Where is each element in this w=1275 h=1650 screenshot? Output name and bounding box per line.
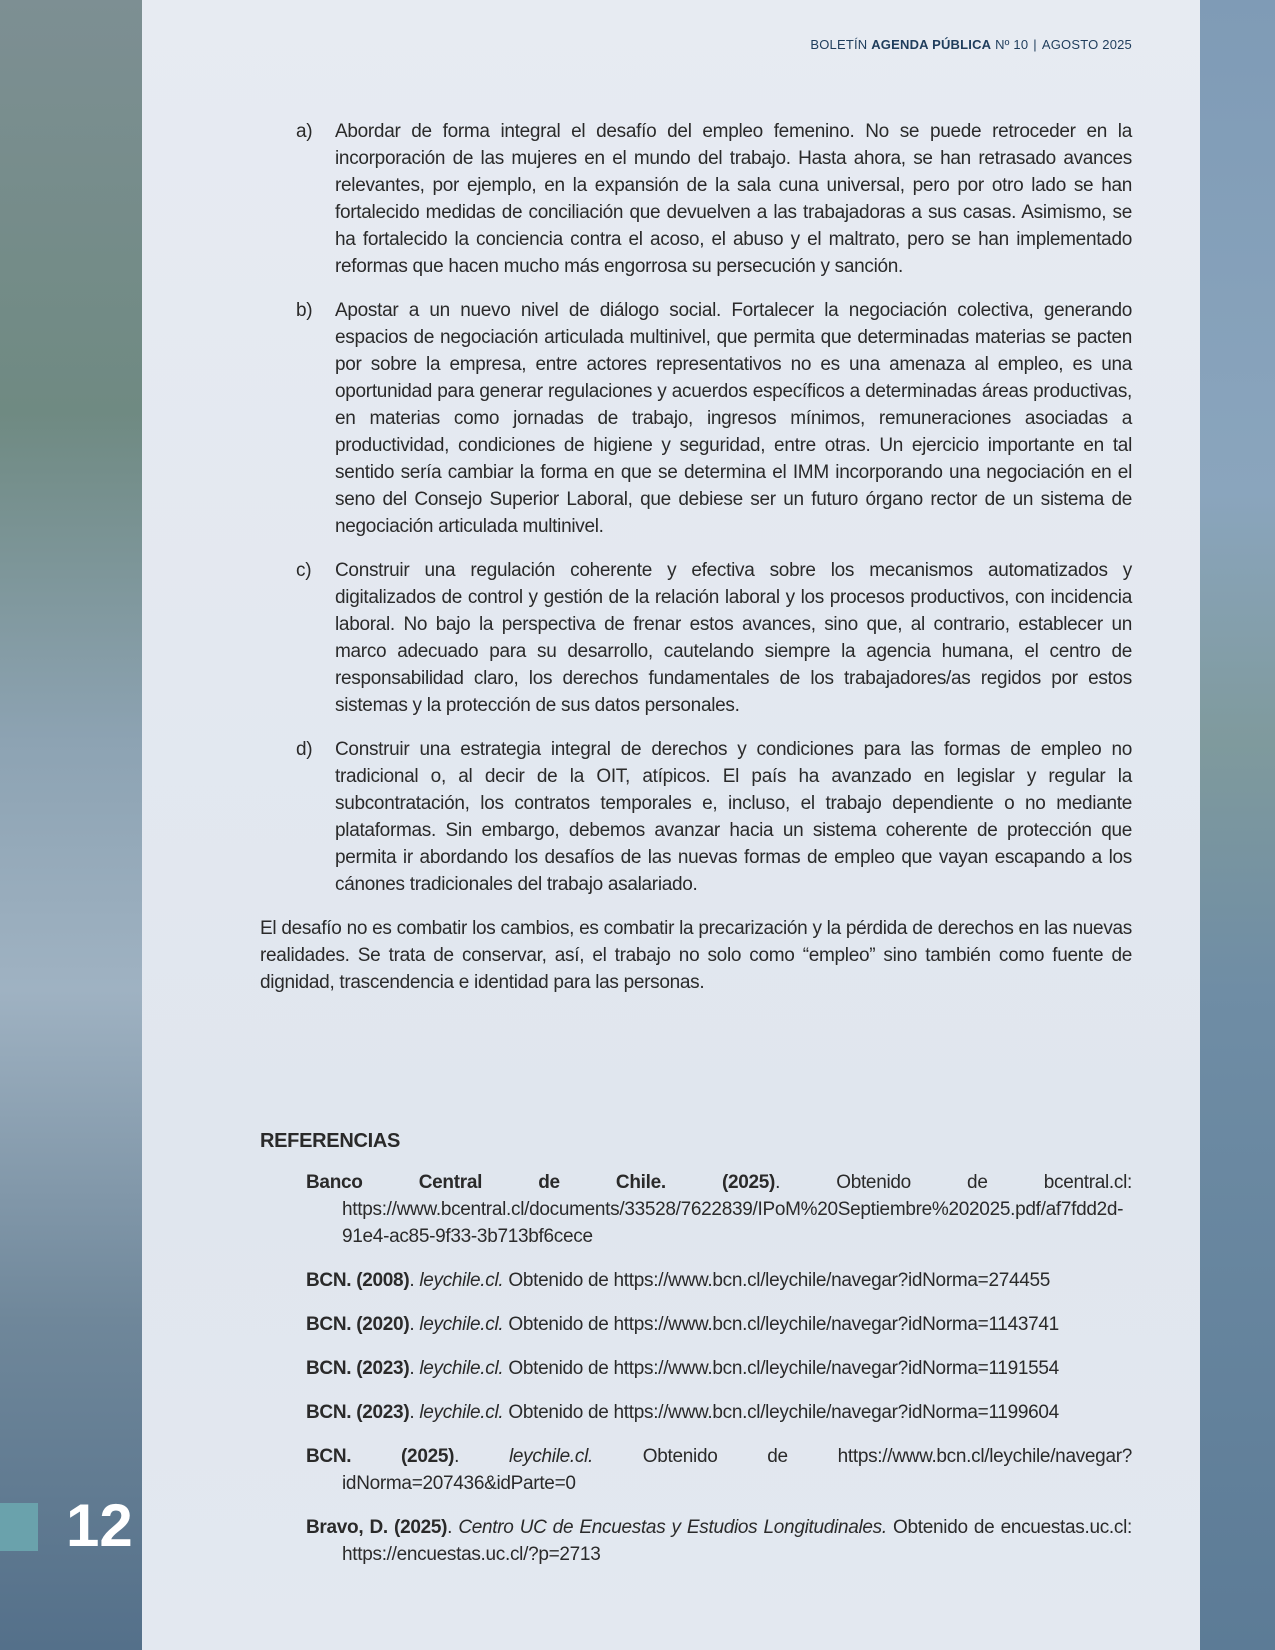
header-prefix: BOLETÍN (810, 37, 868, 52)
reference-source: Centro UC de Encuestas y Estudios Longitudinales. (458, 1517, 887, 1538)
page-number: 12 (66, 1492, 133, 1559)
reference-rest: Obtenido de bcentral.cl: https://www.bcentral.cl/documents/33528/7622839/IPoM%20Septiembre%202025.pdf/af7fdd2d-91e4-ac85-9f33-3b713bf6cece (342, 1172, 1132, 1247)
background-photo-right (1200, 0, 1275, 1650)
list-marker: d) (296, 739, 313, 760)
reference-rest: Obtenido de encuestas.uc.cl: https://encuestas.uc.cl/?p=2713 (342, 1517, 1133, 1565)
reference-punct: . (775, 1172, 781, 1193)
list-marker: b) (296, 300, 313, 321)
header-date: AGOSTO 2025 (1041, 37, 1132, 52)
reference-source: leychile.cl. (419, 1314, 504, 1335)
references-heading: REFERENCIAS (260, 1130, 401, 1152)
running-header (810, 37, 1132, 52)
reference-author: BCN. (2008) (306, 1270, 410, 1291)
closing-paragraph: El desafío no es combatir los cambios, es combatir la precarización y la pérdida de derechos en las nuevas realidades. Se trata de conservar, así, el trabajo no solo como “empleo” sino también como fuente de dignidad, trascendencia e identidad para las personas. (260, 918, 1132, 993)
header-issue: Nº 10 (995, 37, 1029, 52)
reference-punct: . (409, 1314, 420, 1335)
reference-item (260, 1169, 1132, 1250)
list-marker: a) (296, 121, 313, 142)
reference-source: leychile.cl. (419, 1270, 504, 1291)
reference-source: leychile.cl. (508, 1446, 593, 1467)
reference-author: Banco Central de Chile. (2025) (306, 1172, 776, 1193)
reference-item (260, 1514, 1132, 1568)
reference-author: BCN. (2023) (306, 1402, 410, 1423)
reference-punct: . (454, 1446, 509, 1467)
reference-punct: . (409, 1270, 420, 1291)
list-marker: c) (296, 560, 312, 581)
reference-rest: Obtenido de https://www.bcn.cl/leychile/navegar?idNorma=1191554 (503, 1358, 1059, 1379)
reference-rest: Obtenido de https://www.bcn.cl/leychile/navegar?idNorma=274455 (503, 1270, 1051, 1291)
reference-item (260, 1443, 1132, 1497)
reference-author: BCN. (2025) (306, 1446, 455, 1467)
reference-source: leychile.cl. (419, 1402, 504, 1423)
list-item-text: Abordar de forma integral el desafío del empleo femenino. No se puede retroceder en la incorporación de las mujeres en el mundo del trabajo. Hasta ahora, se han retrasado avances relevantes, por ejemplo, en la expansión de la sala cuna universal, pero por otro lado se han fortalecido medidas de conciliación que devuelven a las trabajadoras a sus casas. Asimismo, se ha fortalecido la conciencia contra el acoso, el abuso y el maltrato, pero se han implementado reformas que hacen mucho más engorrosa su persecución y sanción. (335, 121, 1132, 277)
reference-punct: . (447, 1517, 459, 1538)
reference-punct: . (409, 1358, 420, 1379)
list-item-b (260, 297, 1132, 540)
reference-rest: Obtenido de https://www.bcn.cl/leychile/navegar?idNorma=1143741 (503, 1314, 1059, 1335)
reference-source: leychile.cl. (419, 1358, 504, 1379)
reference-item (260, 1267, 1132, 1294)
list-item-a (260, 118, 1132, 280)
reference-item (260, 1355, 1132, 1382)
list-item-text: Construir una regulación coherente y efectiva sobre los mecanismos automatizados y digitalizados de control y gestión de la relación laboral y los procesos productivos, con incidencia laboral. No bajo la perspectiva de frenar estos avances, sino que, al contrario, establecer un marco adecuado para su desarrollo, cautelando siempre la agencia humana, el centro de responsabilidad claro, los derechos fundamentales de los trabajadores/as regidos por estos sistemas y la protección de sus datos personales. (335, 560, 1132, 716)
reference-punct: . (409, 1402, 420, 1423)
body-text (260, 118, 1132, 996)
references-section (260, 1128, 1132, 1585)
reference-rest: Obtenido de https://www.bcn.cl/leychile/navegar?idNorma=1199604 (503, 1402, 1059, 1423)
reference-author: Bravo, D. (2025) (306, 1517, 448, 1538)
header-separator: | (1033, 37, 1037, 52)
list-item-d (260, 736, 1132, 898)
reference-item (260, 1399, 1132, 1426)
header-brand: AGENDA PÚBLICA (871, 37, 992, 52)
page-number-tab (0, 1503, 38, 1551)
background-photo-left (0, 0, 142, 1650)
list-item-text: Construir una estrategia integral de derechos y condiciones para las formas de empleo no tradicional o, al decir de la OIT, atípicos. El país ha avanzado en legislar y regular la subcontratación, los contratos temporales e, incluso, el trabajo dependiente o no mediante plataformas. Sin embargo, debemos avanzar hacia un sistema coherente de protección que permita ir abordando los desafíos de las nuevas formas de empleo que vayan escapando a los cánones tradicionales del trabajo asalariado. (335, 739, 1132, 895)
list-item-text: Apostar a un nuevo nivel de diálogo social. Fortalecer la negociación colectiva, generando espacios de negociación articulada multinivel, que permita que determinadas materias se pacten por sobre la empresa, entre actores representativos no es una amenaza al empleo, es una oportunidad para generar regulaciones y acuerdos específicos a determinadas áreas productivas, en materias como jornadas de trabajo, ingresos mínimos, remuneraciones asociadas a productividad, condiciones de higiene y seguridad, entre otras. Un ejercicio importante en tal sentido sería cambiar la forma en que se determina el IMM incorporando una negociación en el seno del Consejo Superior Laboral, que debiese ser un futuro órgano rector de un sistema de negociación articulada multinivel. (335, 300, 1132, 537)
reference-item (260, 1311, 1132, 1338)
reference-author: BCN. (2020) (306, 1314, 410, 1335)
reference-rest: Obtenido de https://www.bcn.cl/leychile/navegar?idNorma=207436&idParte=0 (342, 1446, 1133, 1494)
list-item-c (260, 557, 1132, 719)
reference-author: BCN. (2023) (306, 1358, 410, 1379)
